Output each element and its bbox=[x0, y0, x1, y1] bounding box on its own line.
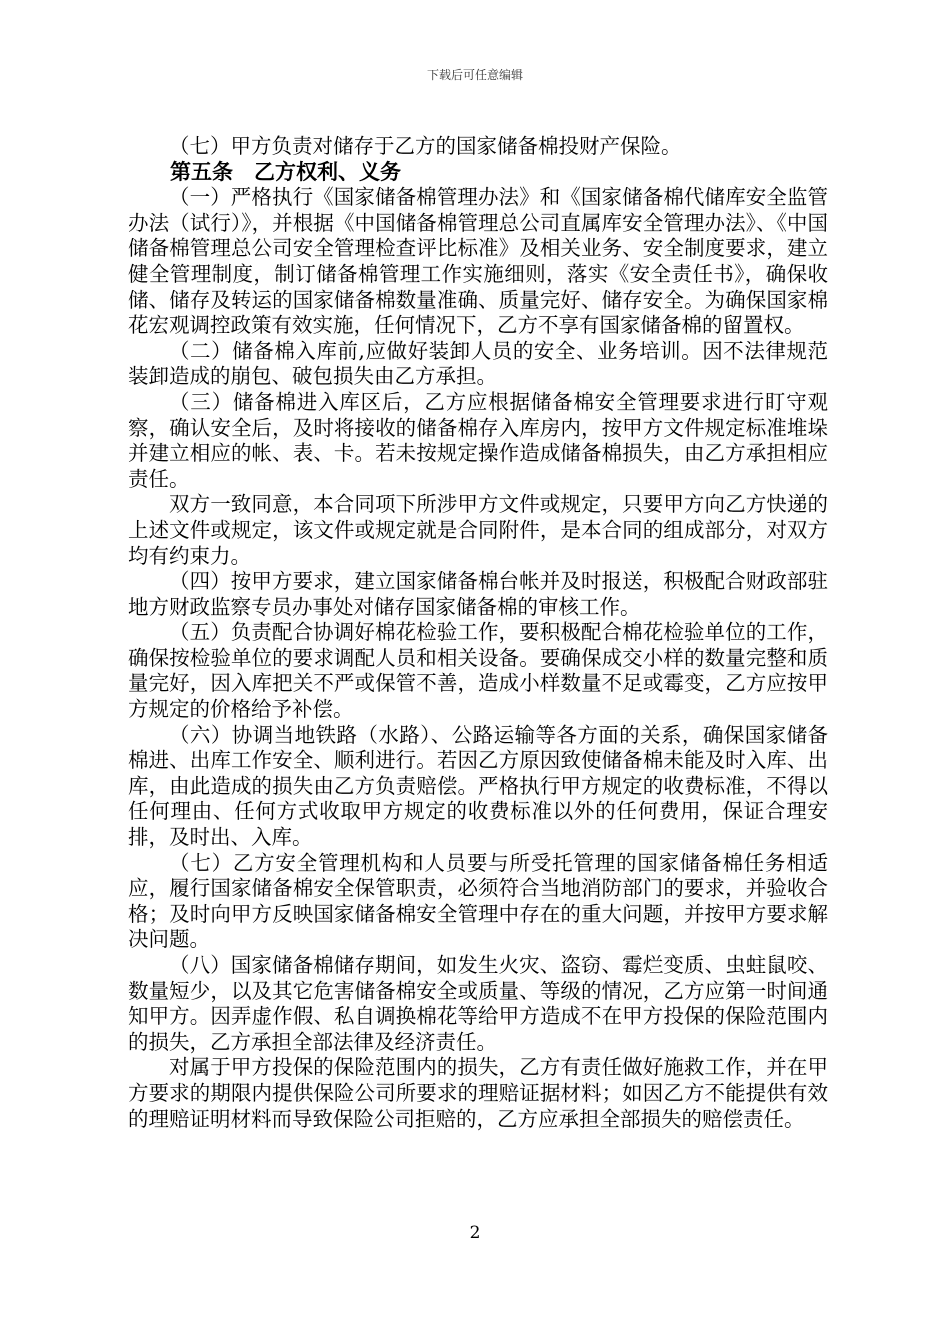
paragraph-insurance: 对属于甲方投保的保险范围内的损失，乙方有责任做好施救工作，并在甲方要求的期限内提供保险公司所要求的理赔证据材料；如因乙方不能提供有效的理赔证明材料而导致保险公司拒赔的，乙方应承担全部损失的赔偿责任。 bbox=[128, 1055, 828, 1131]
paragraph-item-6: （六）协调当地铁路（水路）、公路运输等各方面的关系，确保国家储备棉进、出库工作安全、顺利进行。若因乙方原因致使储备棉未能及时入库、出库，由此造成的损失由乙方负责赔偿。严格执行甲方规定的收费标准，不得以任何理由、任何方式收取甲方规定的收费标准以外的任何费用，保证合理安排，及时出、入库。 bbox=[128, 722, 828, 850]
paragraph-item-4: （四）按甲方要求，建立国家储备棉台帐并及时报送，积极配合财政部驻地方财政监察专员办事处对储存国家储备棉的审核工作。 bbox=[128, 569, 828, 619]
paragraph-item-3: （三）储备棉进入库区后，乙方应根据储备棉安全管理要求进行盯守观察，确认安全后，及时将接收的储备棉存入库房内，按甲方文件规定标准堆垛并建立相应的帐、表、卡。若未按规定操作造成储备棉损失，由乙方承担相应责任。 bbox=[128, 389, 828, 491]
paragraph-item-1: （一）严格执行《国家储备棉管理办法》和《国家储备棉代储库安全监管办法（试行）》，并根据《中国储备棉管理总公司直属库安全管理办法》、《中国储备棉管理总公司安全管理检查评比标准》及相关业务、安全制度要求，建立健全管理制度，制订储备棉管理工作实施细则，落实《安全责任书》，确保收储、储存及转运的国家储备棉数量准确、质量完好、储存安全。为确保国家棉花宏观调控政策有效实施，任何情况下，乙方不享有国家储备棉的留置权。 bbox=[128, 185, 828, 338]
paragraph-item-7: （七）乙方安全管理机构和人员要与所受托管理的国家储备棉任务相适应，履行国家储备棉安全保管职责，必须符合当地消防部门的要求，并验收合格；及时向甲方反映国家储备棉安全管理中存在的重大问题，并按甲方要求解决问题。 bbox=[128, 850, 828, 952]
paragraph-item-8: （八）国家储备棉储存期间，如发生火灾、盗窃、霉烂变质、虫蛀鼠咬、数量短少，以及其它危害储备棉安全或质量、等级的情况，乙方应第一时间通知甲方。因弄虚作假、私自调换棉花等给甲方造成不在甲方投保的保险范围内的损失，乙方承担全部法律及经济责任。 bbox=[128, 953, 828, 1054]
document-body bbox=[128, 134, 828, 1132]
paragraph-item-5: （五）负责配合协调好棉花检验工作，要积极配合棉花检验单位的工作，确保按检验单位的要求调配人员和相关设备。要确保成交小样的数量完整和质量完好，因入库把关不严或保管不善，造成小样数量不足或霉变，乙方应按甲方规定的价格给予补偿。 bbox=[128, 620, 828, 722]
page-header: 下载后可任意编辑 bbox=[426, 68, 523, 82]
paragraph-item-2: （二）储备棉入库前,应做好装卸人员的安全、业务培训。因不法律规范装卸造成的崩包、破包损失由乙方承担。 bbox=[128, 338, 828, 389]
paragraph-article4-item7: （七）甲方负责对储存于乙方的国家储备棉投财产保险。 bbox=[169, 134, 682, 158]
article-heading: 第五条 乙方权利、义务 bbox=[170, 159, 401, 184]
paragraph-agreement: 双方一致同意，本合同项下所涉甲方文件或规定，只要甲方向乙方快递的上述文件或规定，该文件或规定就是合同附件，是本合同的组成部分，对双方均有约束力。 bbox=[128, 492, 828, 568]
page-number: 2 bbox=[469, 1223, 481, 1243]
